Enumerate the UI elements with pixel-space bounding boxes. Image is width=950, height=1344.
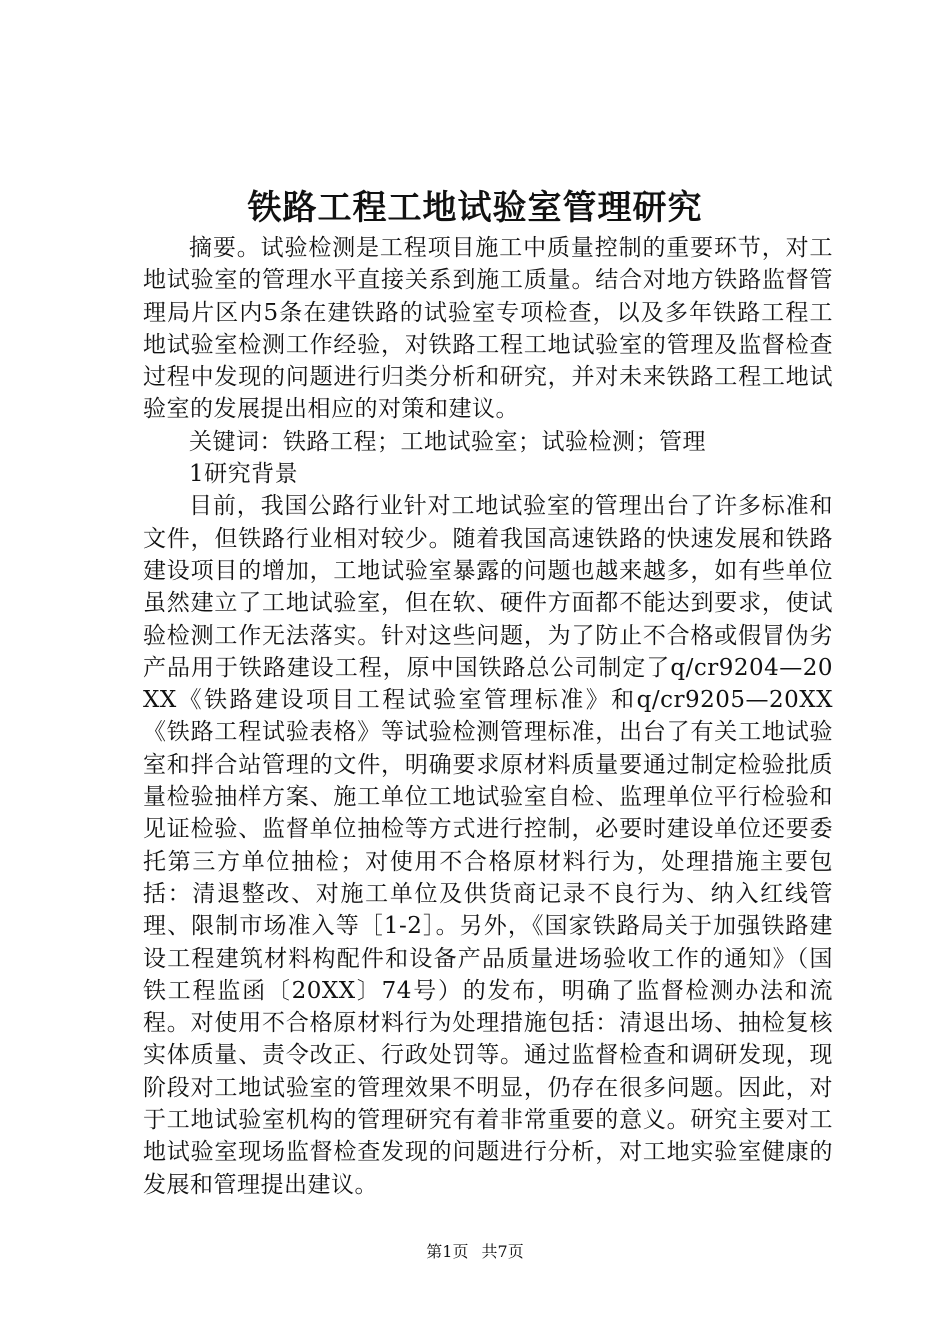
document-body xyxy=(143,232,833,1201)
page-number: 第1页 xyxy=(426,1242,469,1261)
section-heading: 1研究背景 xyxy=(189,461,299,488)
keywords-paragraph: 关键词：铁路工程；工地试验室；试验检测；管理 xyxy=(189,428,706,455)
document-title: 铁路工程工地试验室管理研究 xyxy=(247,188,703,228)
page-total: 共7页 xyxy=(481,1242,524,1261)
body-paragraph: 目前，我国公路行业针对工地试验室的管理出台了许多标准和文件，但铁路行业相对较少。随着我国高速铁路的快速发展和铁路建设项目的增加，工地试验室暴露的问题也越来越多，如有些单位虽然建立了工地试验室，但在软、硬件方面都不能达到要求，使试验检测工作无法落实。针对这些问题，为了防止不合格或假冒伪劣产品用于铁路建设工程，原中国铁路总公司制定了q/cr9204—20XX《铁路建设项目工程试验室管理标准》和q/cr9205—20XX《铁路工程试验表格》等试验检测管理标准，出台了有关工地试验室和拌合站管理的文件，明确要求原材料质量要通过制定检验批质量检验抽样方案、施工单位工地试验室自检、监理单位平行检验和见证检验、监督单位抽检等方式进行控制，必要时建设单位还要委托第三方单位抽检；对使用不合格原材料行为，处理措施主要包括：清退整改、对施工单位及供货商记录不良行为、纳入红线管理、限制市场准入等［1-2］。另外，《国家铁路局关于加强铁路建设工程建筑材料构配件和设备产品质量进场验收工作的通知》（国铁工程监函〔20XX〕74号）的发布，明确了监督检测办法和流程。对使用不合格原材料行为处理措施包括：清退出场、抽检复核实体质量、责令改正、行政处罚等。通过监督检查和调研发现，现阶段对工地试验室的管理效果不明显，仍存在很多问题。因此，对于工地试验室机构的管理研究有着非常重要的意义。研究主要对工地试验室现场监督检查发现的问题进行分析，对工地实验室健康的发展和管理提出建议。 xyxy=(143,493,833,1198)
abstract-paragraph: 摘要。试验检测是工程项目施工中质量控制的重要环节，对工地试验室的管理水平直接关系到施工质量。结合对地方铁路监督管理局片区内5条在建铁路的试验室专项检查，以及多年铁路工程工地试验室检测工作经验，对铁路工程工地试验室的管理及监督检查过程中发现的问题进行归类分析和研究，并对未来铁路工程工地试验室的发展提出相应的对策和建议。 xyxy=(143,235,833,423)
page-footer xyxy=(0,1240,950,1264)
